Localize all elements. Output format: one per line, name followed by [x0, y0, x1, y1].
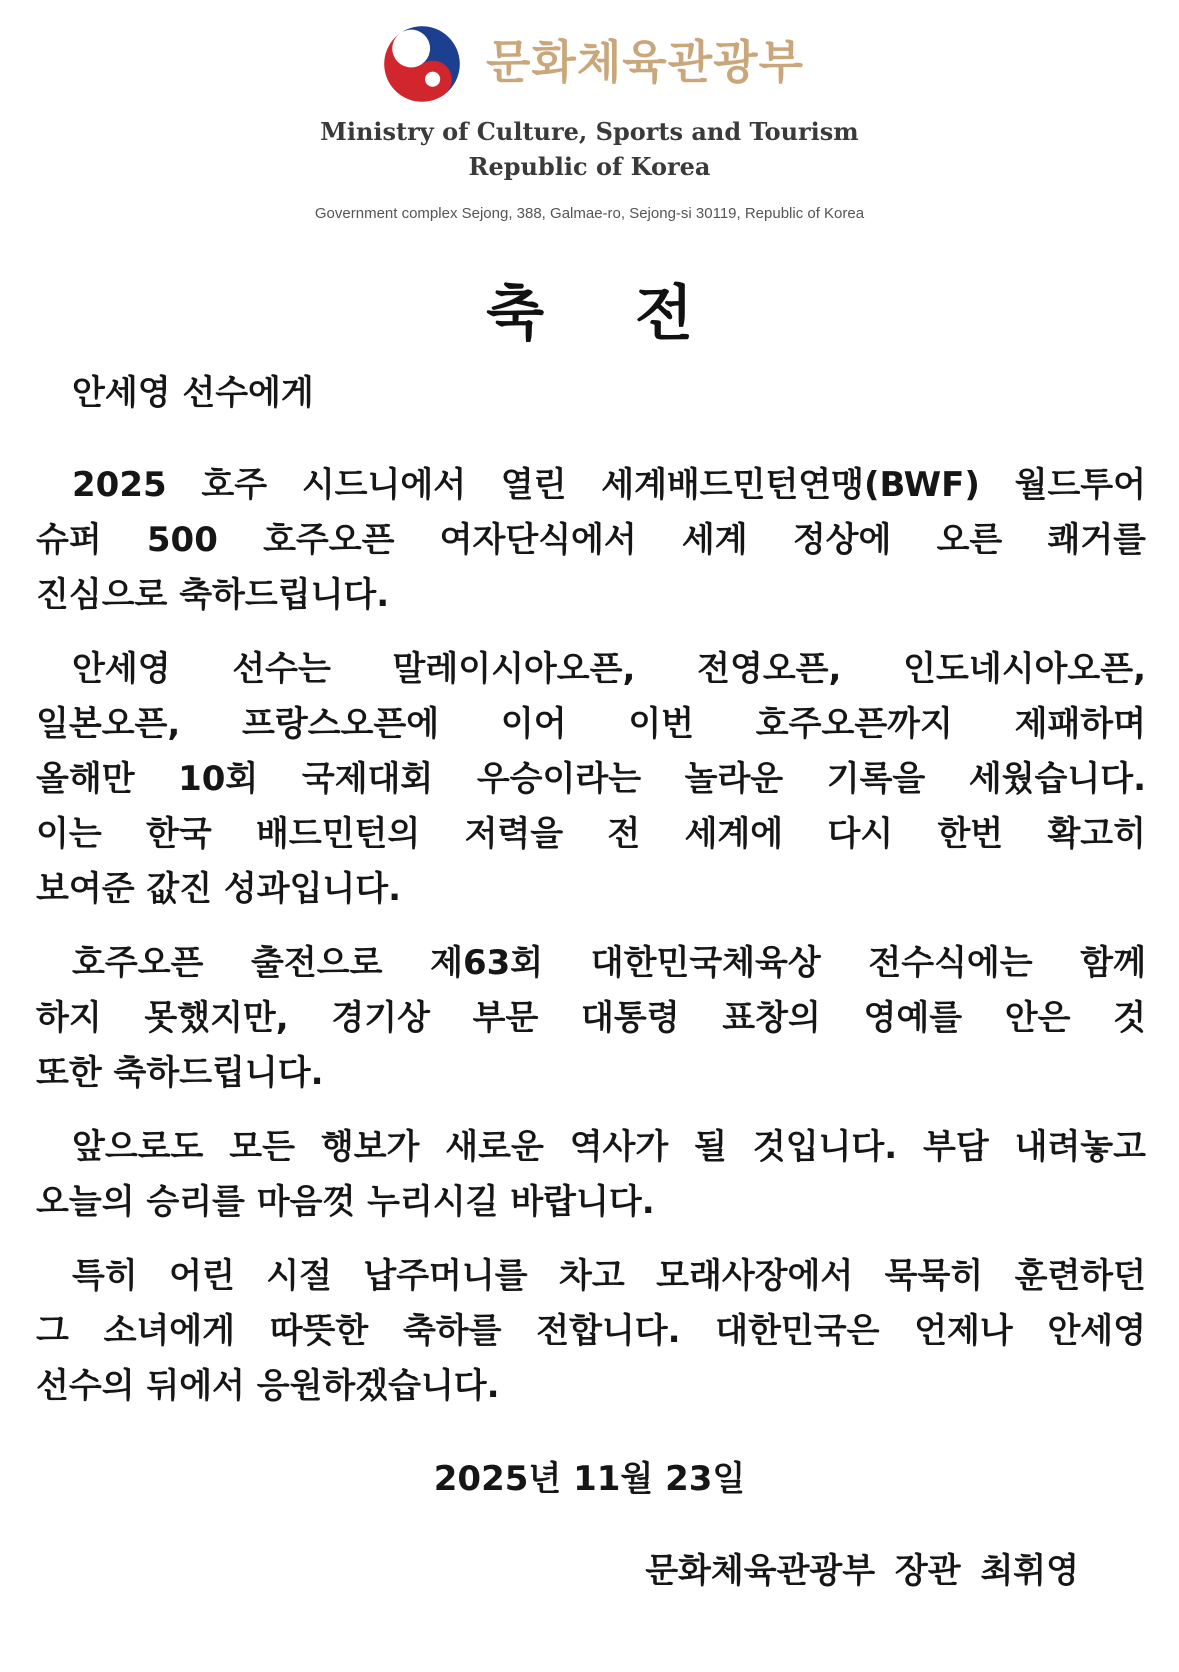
body-line: 앞으로도 모든 행보가 새로운 역사가 될 것입니다. 부담 내려놓고: [72, 1127, 1146, 1167]
body-line: 그 소녀에게 따뜻한 축하를 전합니다. 대한민국은 언제나 안세영: [36, 1311, 1146, 1351]
body-line: 호주오픈 출전으로 제63회 대한민국체육상 전수식에는 함께: [72, 943, 1146, 983]
ministry-english-name: Ministry of Culture, Sports and Tourism: [320, 117, 859, 146]
body-line: 또한 축하드립니다.: [36, 1053, 324, 1093]
ministry-korean-name: 문화체육관광부: [486, 35, 805, 89]
ministry-address: Government complex Sejong, 388, Galmae-ro, Sejong-si 30119, Republic of Korea: [314, 205, 865, 222]
body-line: 안세영 선수는 말레이시아오픈, 전영오픈, 인도네시아오픈,: [72, 649, 1146, 689]
body-line: 이는 한국 배드민턴의 저력을 전 세계에 다시 한번 확고히: [36, 814, 1146, 854]
ministry-country: Republic of Korea: [468, 152, 711, 181]
document-title: 축 전: [486, 279, 693, 349]
body-line: 특히 어린 시절 납주머니를 차고 모래사장에서 묵묵히 훈련하던: [72, 1256, 1146, 1296]
body-line: 오늘의 승리를 마음껏 누리시길 바랍니다.: [36, 1182, 655, 1222]
signature: 문화체육관광부 장관 최휘영: [645, 1551, 1079, 1591]
taegeuk-emblem-icon: [380, 22, 464, 106]
letterhead: [0, 0, 1179, 240]
salutation: 안세영 선수에게: [72, 373, 314, 413]
letter-date: 2025년 11월 23일: [433, 1459, 746, 1499]
body-line: 진심으로 축하드립니다.: [36, 575, 390, 615]
body-line: 일본오픈, 프랑스오픈에 이어 이번 호주오픈까지 제패하며: [36, 704, 1146, 744]
body-line: 올해만 10회 국제대회 우승이라는 놀라운 기록을 세웠습니다.: [36, 759, 1146, 799]
body-line: 하지 못했지만, 경기상 부문 대통령 표창의 영예를 안은 것: [36, 998, 1146, 1038]
body-line: 2025 호주 시드니에서 열린 세계배드민턴연맹(BWF) 월드투어: [72, 465, 1146, 505]
ministry-logo: [0, 18, 1179, 110]
body-line: 보여준 값진 성과입니다.: [36, 869, 402, 909]
body-line: 슈퍼 500 호주오픈 여자단식에서 세계 정상에 오른 쾌거를: [36, 520, 1146, 560]
body-line: 선수의 뒤에서 응원하겠습니다.: [36, 1366, 500, 1406]
